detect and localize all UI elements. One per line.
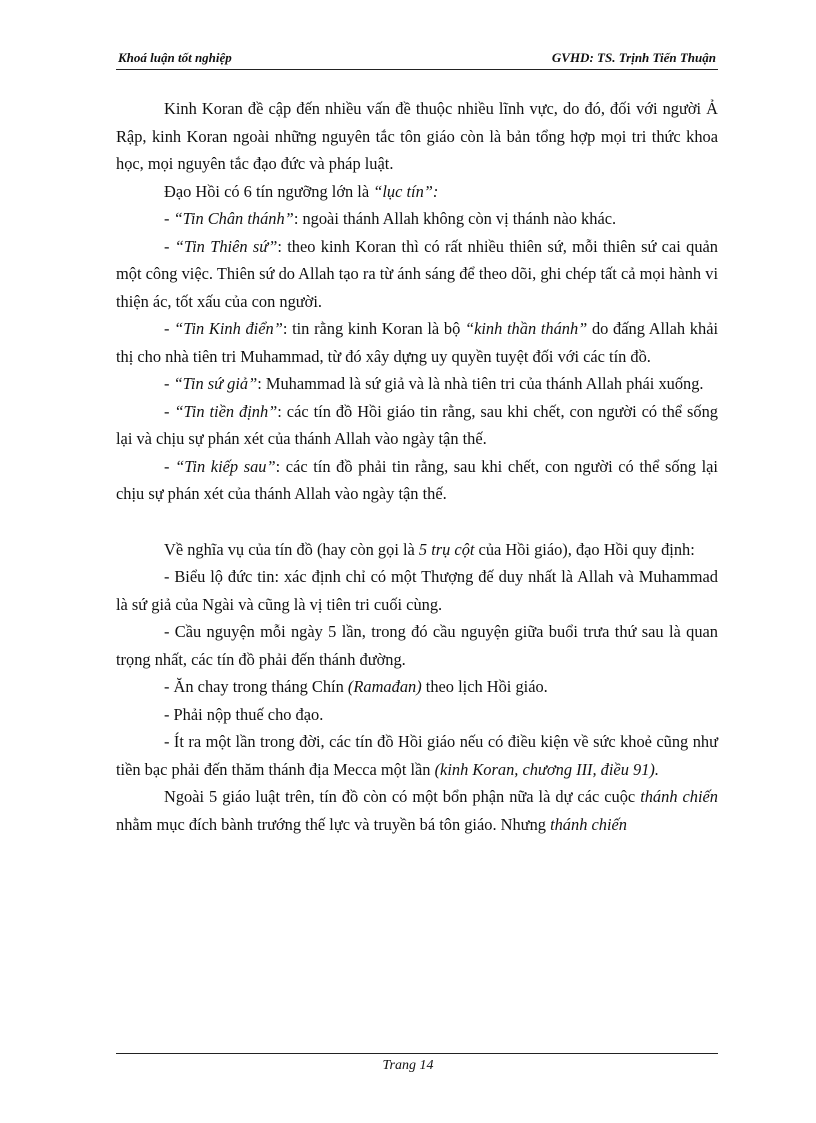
list-item-duty-fasting: - Ăn chay trong tháng Chín (Ramađan) theo lịch Hồi giáo. [164,677,548,696]
list-item-duty-faith: - Biểu lộ đức tin: xác định chỉ có một Thượng đế duy nhất là Allah và Muhammad là sứ giả của Ngài và cũng là vị tiên tri cuối cùng. [116,567,718,614]
list-item-belief-angels: - “Tin Thiên sứ”: theo kinh Koran thì có rất nhiều thiên sứ, mỗi thiên sứ cai quản một công việc. Thiên sứ do Allah tạo ra từ ánh sáng để theo dõi, ghi chép tất cả mọi hành vi thiện ác, tốt xấu của con người. [116,236,718,311]
list-item-belief-messenger: - “Tin sứ giả”: Muhammad là sứ giả và là nhà tiên tri của thánh Allah phái xuống. [164,374,704,393]
list-item-belief-god: - “Tin Chân thánh”: ngoài thánh Allah không còn vị thánh nào khác. [164,209,617,228]
footer-divider [116,1053,718,1054]
paragraph-spacer [116,508,718,536]
document-body [116,95,718,838]
list-item-duty-prayer: - Cầu nguyện mỗi ngày 5 lần, trong đó cầu nguyện giữa buổi trưa thứ sau là quan trọng nhất, các tín đồ phải đến thánh đường. [116,622,718,669]
list-item-belief-scripture: - “Tin Kinh điển”: tin rằng kinh Koran là bộ “kinh thần thánh” do đấng Allah khải thị cho nhà tiên tri Muhammad, từ đó xây dựng uy quyền tuyệt đối với các tín đồ. [116,319,719,366]
header-thesis-title: Khoá luận tốt nghiệp [118,50,232,65]
paragraph-koran-intro: Kinh Koran đề cập đến nhiều vấn đề thuộc nhiều lĩnh vực, do đó, đối với người Ả Rập, kinh Koran ngoài những nguyên tắc tôn giáo còn là bản tổng hợp mọi tri thức khoa học, mọi nguyên tắc đạo đức và pháp luật. [116,99,718,173]
paragraph-duties-intro: Về nghĩa vụ của tín đồ (hay còn gọi là 5 trụ cột của Hồi giáo), đạo Hồi quy định: [164,539,695,559]
paragraph-six-beliefs: Đạo Hồi có 6 tín ngưỡng lớn là “lục tín”: [164,181,439,201]
list-item-duty-tax: - Phải nộp thuế cho đạo. [164,704,324,724]
page-number: Trang 14 [382,1058,434,1073]
page-header [116,47,718,70]
paragraph-holy-war: Ngoài 5 giáo luật trên, tín đồ còn có một bổn phận nữa là dự các cuộc thánh chiến nhằm mục đích bành trướng thế lực và truyền bá tôn giáo. Nhưng thánh chiến [116,787,719,834]
list-item-belief-predestination: - “Tin tiền định”: các tín đồ Hồi giáo tin rằng, sau khi chết, con người có thể sống lại và chịu sự phán xét của thánh Allah vào ngày tận thế. [116,401,718,448]
header-advisor: GVHD: TS. Trịnh Tiến Thuận [551,50,716,65]
list-item-belief-afterlife: - “Tin kiếp sau”: các tín đồ phải tin rằng, sau khi chết, con người có thể sống lại chịu sự phán xét của thánh Allah vào ngày tận thế. [116,456,718,503]
list-item-duty-pilgrimage: - Ít ra một lần trong đời, các tín đồ Hồi giáo nếu có điều kiện về sức khoẻ cũng như tiền bạc phải đến thăm thánh địa Mecca một lần (kinh Koran, chương III, điều 91). [116,732,718,779]
